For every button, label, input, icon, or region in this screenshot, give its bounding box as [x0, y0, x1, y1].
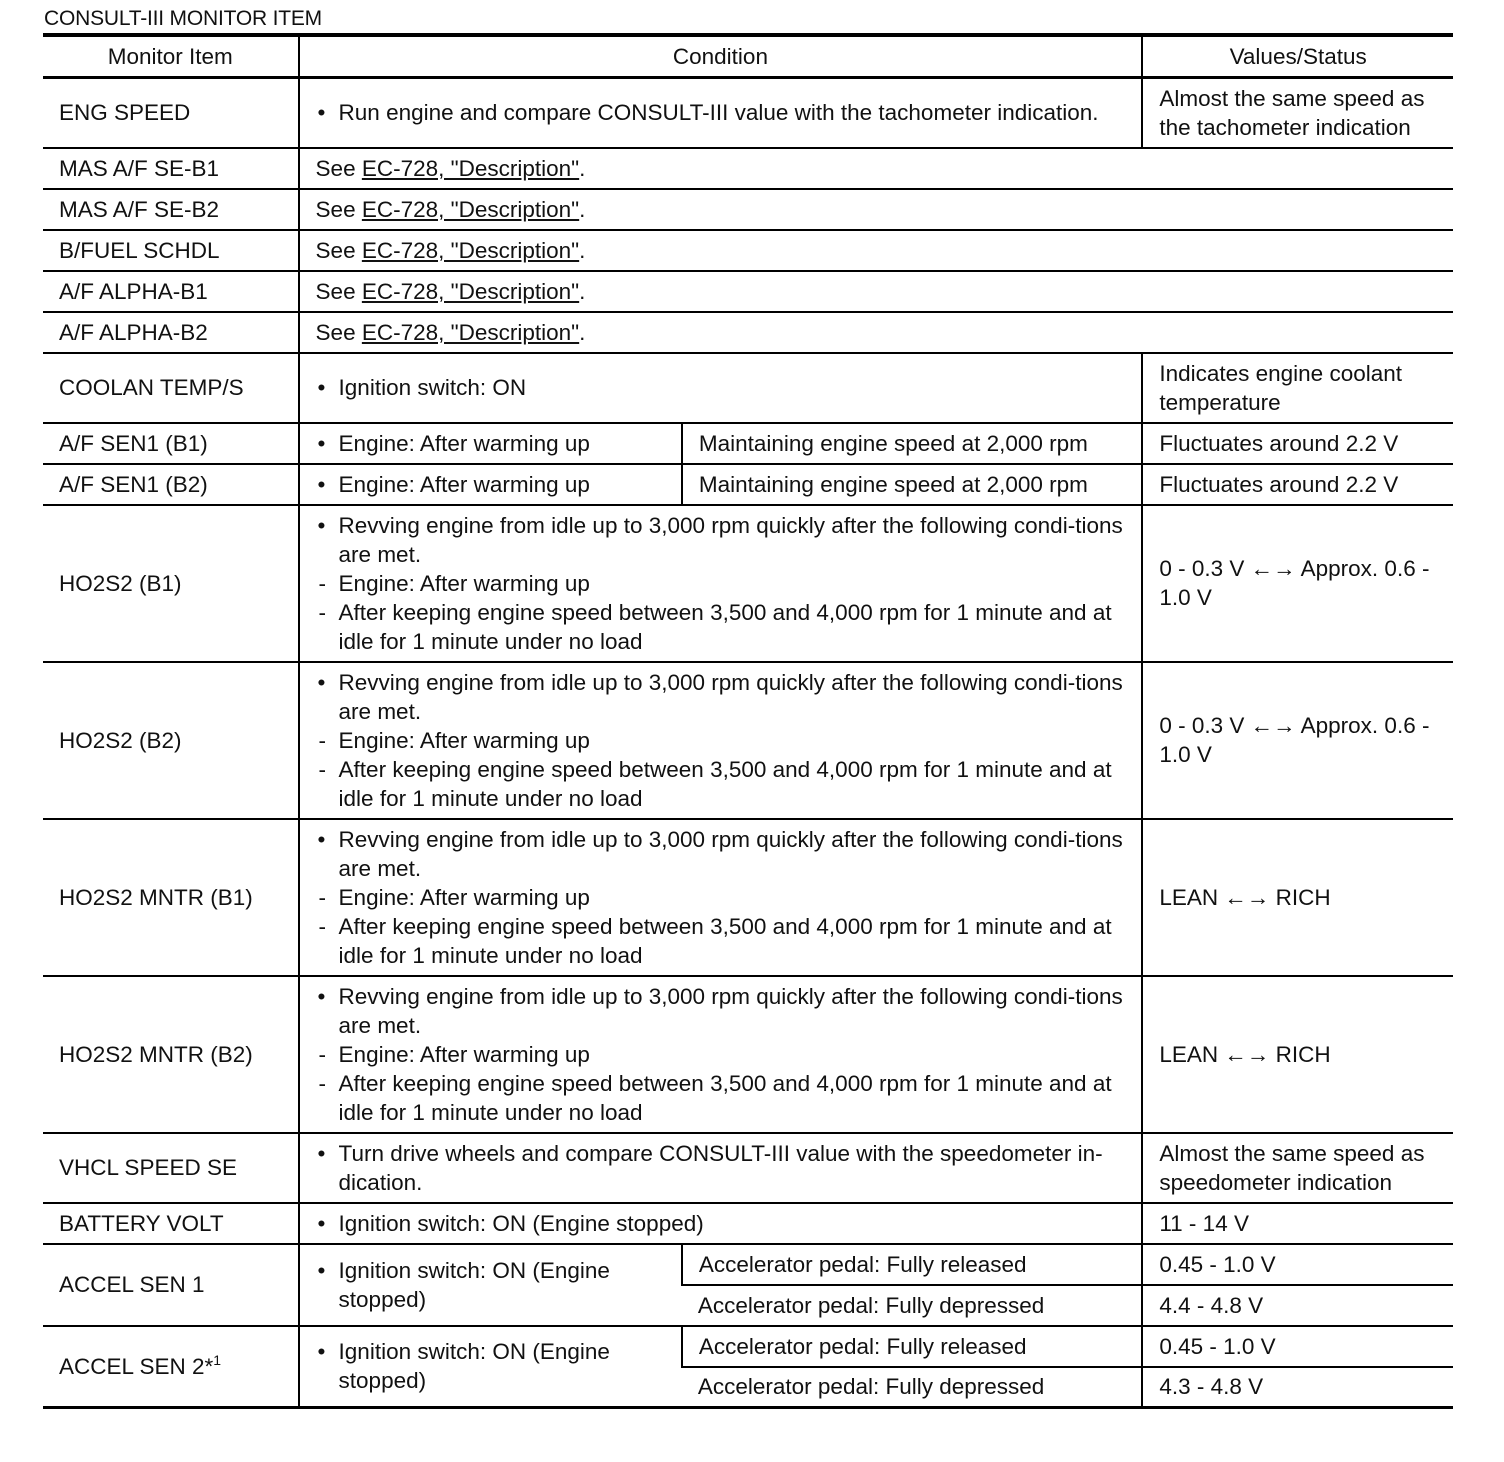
- table-row: [43, 976, 1453, 1133]
- ec-728-link[interactable]: EC-728, "Description": [361, 278, 580, 304]
- condition-bullet: • Turn drive wheels and compare CONSULT-III value with the speedometer in-dication.: [316, 1139, 1132, 1197]
- row-item: MAS A/F SE-B1: [43, 148, 299, 189]
- row-value: 0 - 0.3 V ←→ Approx. 0.6 - 1.0 V: [1142, 505, 1453, 662]
- header-values-status: Values/Status: [1142, 35, 1453, 78]
- condition-bullet: • Ignition switch: ON (Engine stopped): [316, 1337, 671, 1395]
- row-item: A/F ALPHA-B1: [43, 271, 299, 312]
- sub-condition: Maintaining engine speed at 2,000 rpm: [682, 423, 1142, 464]
- row-item: A/F ALPHA-B2: [43, 312, 299, 353]
- table-row: [43, 1244, 1453, 1285]
- row-value: Almost the same speed as the tachometer indication: [1142, 78, 1453, 148]
- table-row: [43, 312, 1453, 353]
- condition-dash: - After keeping engine speed between 3,500 and 4,000 rpm for 1 minute and at idle for 1 minute under no load: [316, 912, 1132, 970]
- row-item: B/FUEL SCHDL: [43, 230, 299, 271]
- row-item: A/F SEN1 (B1): [43, 423, 299, 464]
- condition-bullet: • Revving engine from idle up to 3,000 rpm quickly after the following condi-tions are met.: [316, 511, 1132, 569]
- condition-bullet: • Revving engine from idle up to 3,000 rpm quickly after the following condi-tions are met.: [316, 668, 1132, 726]
- table-row: [43, 662, 1453, 819]
- row-item: VHCL SPEED SE: [43, 1133, 299, 1203]
- ec-728-link[interactable]: EC-728, "Description": [361, 237, 580, 263]
- row-item: HO2S2 MNTR (B2): [43, 976, 299, 1133]
- sub-condition: Accelerator pedal: Fully depressed: [682, 1367, 1142, 1408]
- row-value: LEAN ←→ RICH: [1142, 976, 1453, 1133]
- section-title: CONSULT-III MONITOR ITEM: [44, 7, 322, 30]
- table-row: [43, 271, 1453, 312]
- table-row: [43, 230, 1453, 271]
- row-item: ENG SPEED: [59, 100, 191, 126]
- sub-condition: Accelerator pedal: Fully released: [682, 1244, 1142, 1285]
- table-row: [43, 505, 1453, 662]
- row-item: A/F SEN1 (B2): [43, 464, 299, 505]
- row-value: 0.45 - 1.0 V: [1142, 1244, 1453, 1285]
- header-monitor-item: Monitor Item: [43, 35, 299, 78]
- table-row: [43, 148, 1453, 189]
- condition-bullet: • Revving engine from idle up to 3,000 rpm quickly after the following condi-tions are met.: [316, 825, 1132, 883]
- row-item: BATTERY VOLT: [43, 1203, 299, 1244]
- row-value: 0.45 - 1.0 V: [1142, 1326, 1453, 1367]
- row-item: ACCEL SEN 1: [43, 1244, 299, 1326]
- row-value: 4.4 - 4.8 V: [1142, 1285, 1453, 1326]
- row-item: MAS A/F SE-B2: [43, 189, 299, 230]
- row-item: HO2S2 (B1): [43, 505, 299, 662]
- table-row: [43, 1133, 1453, 1203]
- see-reference: See EC-728, "Description".: [299, 230, 1453, 271]
- ec-728-link[interactable]: EC-728, "Description": [361, 319, 580, 345]
- condition-bullet: • Engine: After warming up: [316, 470, 671, 499]
- condition-bullet: • Ignition switch: ON: [316, 373, 1132, 402]
- table-row: [43, 189, 1453, 230]
- ec-728-link[interactable]: EC-728, "Description": [361, 155, 580, 181]
- condition-bullet: • Run engine and compare CONSULT-III value with the tachometer indication.: [316, 98, 1132, 127]
- table-row: [43, 353, 1453, 423]
- see-reference: See EC-728, "Description".: [299, 271, 1453, 312]
- sub-condition: Maintaining engine speed at 2,000 rpm: [682, 464, 1142, 505]
- condition-dash: - Engine: After warming up: [316, 569, 1132, 598]
- sub-condition: Accelerator pedal: Fully depressed: [682, 1285, 1142, 1326]
- row-value: 4.3 - 4.8 V: [1142, 1367, 1453, 1408]
- table-row: [43, 464, 1453, 505]
- table-row: [43, 819, 1453, 976]
- row-value: LEAN ←→ RICH: [1142, 819, 1453, 976]
- row-value: 11 - 14 V: [1142, 1203, 1453, 1244]
- condition-dash: - After keeping engine speed between 3,500 and 4,000 rpm for 1 minute and at idle for 1 minute under no load: [316, 755, 1132, 813]
- condition-bullet: • Ignition switch: ON (Engine stopped): [316, 1256, 671, 1314]
- row-value: Fluctuates around 2.2 V: [1142, 423, 1453, 464]
- row-value: Almost the same speed as speedometer indication: [1142, 1133, 1453, 1203]
- row-item: ACCEL SEN 2*$^1$: [43, 1326, 299, 1408]
- row-value: Fluctuates around 2.2 V: [1142, 464, 1453, 505]
- table-header-row: [43, 35, 1453, 78]
- row-item: HO2S2 MNTR (B1): [43, 819, 299, 976]
- condition-dash: - Engine: After warming up: [316, 1040, 1132, 1069]
- condition-dash: - After keeping engine speed between 3,500 and 4,000 rpm for 1 minute and at idle for 1 minute under no load: [316, 1069, 1132, 1127]
- condition-dash: - Engine: After warming up: [316, 726, 1132, 755]
- condition-bullet: • Revving engine from idle up to 3,000 rpm quickly after the following condi-tions are met.: [316, 982, 1132, 1040]
- table-row: [43, 1326, 1453, 1367]
- see-reference: See EC-728, "Description".: [299, 148, 1453, 189]
- row-value: 0 - 0.3 V ←→ Approx. 0.6 - 1.0 V: [1142, 662, 1453, 819]
- table-row: [43, 78, 1453, 148]
- table-row: [43, 423, 1453, 464]
- see-reference: See EC-728, "Description".: [299, 189, 1453, 230]
- row-value: Indicates engine coolant temperature: [1142, 353, 1453, 423]
- see-reference: See EC-728, "Description".: [299, 312, 1453, 353]
- table-row: [43, 1203, 1453, 1244]
- monitor-item-table: [43, 33, 1453, 1409]
- condition-dash: - After keeping engine speed between 3,500 and 4,000 rpm for 1 minute and at idle for 1 minute under no load: [316, 598, 1132, 656]
- footnote-marker: 1: [213, 1351, 222, 1368]
- condition-bullet: • Ignition switch: ON (Engine stopped): [316, 1209, 1132, 1238]
- condition-dash: - Engine: After warming up: [316, 883, 1132, 912]
- ec-728-link[interactable]: EC-728, "Description": [361, 196, 580, 222]
- row-item: HO2S2 (B2): [43, 662, 299, 819]
- row-item: COOLAN TEMP/S: [43, 353, 299, 423]
- sub-condition: Accelerator pedal: Fully released: [682, 1326, 1142, 1367]
- header-condition: Condition: [299, 35, 1143, 78]
- condition-bullet: • Engine: After warming up: [316, 429, 671, 458]
